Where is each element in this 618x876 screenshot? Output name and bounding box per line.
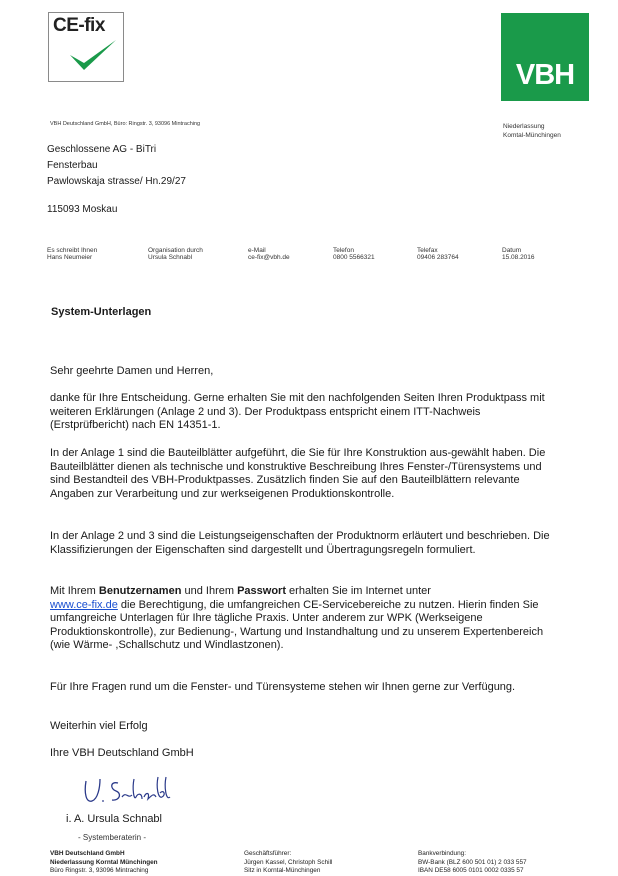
cefix-logo — [48, 12, 124, 82]
footer-management-names: Jürgen Kassel, Christoph Schill — [244, 858, 333, 866]
sender-line: VBH Deutschland GmbH, Büro: Ringstr. 3, 93096 Mintraching — [50, 121, 201, 127]
recipient-line-2: Fensterbau — [47, 160, 98, 171]
footer-seat: Sitz in Korntal-Münchingen — [244, 867, 321, 875]
cefix-link[interactable]: www.ce-fix.de — [50, 598, 118, 611]
branch-block — [503, 122, 561, 140]
recipient-line-4: 115093 Moskau — [47, 204, 118, 215]
info-email — [248, 247, 290, 261]
info-writer — [47, 247, 97, 261]
branch-line-1: Niederlassung — [503, 123, 545, 130]
signer-name: i. A. Ursula Schnabl — [66, 813, 162, 825]
info-organisation — [148, 247, 203, 261]
recipient-line-1: Geschlossene AG - BiTri — [47, 144, 157, 155]
p4-text-e: erhalten Sie im Internet unter — [286, 585, 431, 597]
footer-company — [50, 850, 158, 876]
info-label: Es schreibt Ihnen — [47, 247, 98, 254]
paragraph-6: Weiterhin viel Erfolg — [50, 720, 148, 732]
info-date — [502, 247, 535, 261]
vbh-logo — [501, 13, 589, 101]
info-value: Ursula Schnabl — [148, 254, 193, 261]
footer-iban: IBAN DE58 6005 0101 0002 0335 57 — [418, 867, 524, 875]
paragraph-7: Ihre VBH Deutschland GmbH — [50, 747, 194, 759]
info-label: Datum — [502, 247, 522, 254]
info-phone — [333, 247, 375, 261]
handwritten-signature — [82, 775, 172, 812]
info-value: Hans Neumeier — [47, 254, 93, 261]
footer-management — [244, 850, 332, 876]
paragraph-2: In der Anlage 1 sind die Bauteilblätter aufgeführt, die Sie für Ihre Konstruktion aus-gewählt haben. Die Bauteilblätter dienen als technische und konstruktive Beschreibung Ihres Fenster-/Türensystems und sind Bestandteil des VBH-Produktpasses. Zusätzlich finden Sie auf den Bauteilblättern relevante Angaben zur Verarbeitung und zur werkseigenen Produktionskontrolle. — [50, 447, 546, 500]
info-value: ce-fix@vbh.de — [248, 254, 290, 261]
footer-bank — [418, 850, 527, 876]
branch-line-2: Komtal-Münchingen — [503, 132, 561, 139]
info-label: e-Mail — [248, 247, 266, 254]
paragraph-5: Für Ihre Fragen rund um die Fenster- und Türensysteme stehen wir Ihnen gerne zur Verfügung. — [50, 681, 516, 693]
p4-text-c: und Ihrem — [181, 585, 238, 597]
password-emphasis: Passwort — [237, 585, 286, 597]
signer-role: - Systemberaterin - — [78, 833, 147, 842]
subject-heading: System-Unterlagen — [51, 306, 152, 318]
footer-management-label: Geschäftsführer: — [244, 850, 292, 857]
paragraph-3: In der Anlage 2 und 3 sind die Leistungseigenschaften der Produktnorm erläutert und beschrieben. Die Klassifizierungen der Eigenschaften sind dargestellt und Übertragungsregeln formuliert. — [50, 530, 550, 556]
recipient-line-3: Pawlowskaja strasse/ Hn.29/27 — [47, 176, 186, 187]
signature-graphic — [82, 775, 172, 807]
p4-text-a: Mit Ihrem — [50, 585, 99, 597]
info-label: Organisation durch — [148, 247, 203, 254]
paragraph-1: danke für Ihre Entscheidung. Gerne erhalten Sie mit den nachfolgenden Seiten Ihren Produktpass mit weiteren Erklärungen (Anlage 2 und 3). Der Produktpass entspricht einem ITT-Nachweis (Erstprüfbericht) nach EN 14351-1. — [50, 392, 545, 431]
info-label: Telefax — [417, 247, 438, 254]
footer-branch: Niederlassung Korntal Münchingen — [50, 858, 158, 866]
footer-bank-account: BW-Bank (BLZ 600 501 01) 2 033 557 — [418, 858, 527, 866]
p4-text-f: die Berechtigung, die umfangreichen CE-Servicebereiche zu nutzen. Hierin finden Sie umfangreiche Unterlagen für Ihre tägliche Praxis. Unter anderem zur WPK (Werkseigene Produktionskontrolle), zur Bedienung-, Wartung und Instandhaltung und zu unserem Expertenbereich (wie Wärme- ,Schallschutz und Windlastzonen). — [50, 598, 544, 651]
info-value: 0800 5566321 — [333, 254, 375, 261]
footer-company-name: VBH Deutschland GmbH — [50, 850, 125, 857]
footer-office: Büro Ringstr. 3, 93096 Mintraching — [50, 867, 149, 875]
info-fax — [417, 247, 459, 261]
info-value: 15.08.2016 — [502, 254, 535, 261]
cefix-logo-text: CE-fix — [53, 15, 105, 36]
paragraph-4 — [50, 585, 550, 653]
checkmark-icon — [67, 37, 119, 75]
info-label: Telefon — [333, 247, 354, 254]
info-value: 09406 283764 — [417, 254, 459, 261]
footer-bank-label: Bankverbindung: — [418, 850, 466, 857]
salutation: Sehr geehrte Damen und Herren, — [50, 365, 214, 377]
vbh-logo-text: VBH — [515, 59, 575, 91]
username-emphasis: Benutzernamen — [98, 585, 182, 597]
